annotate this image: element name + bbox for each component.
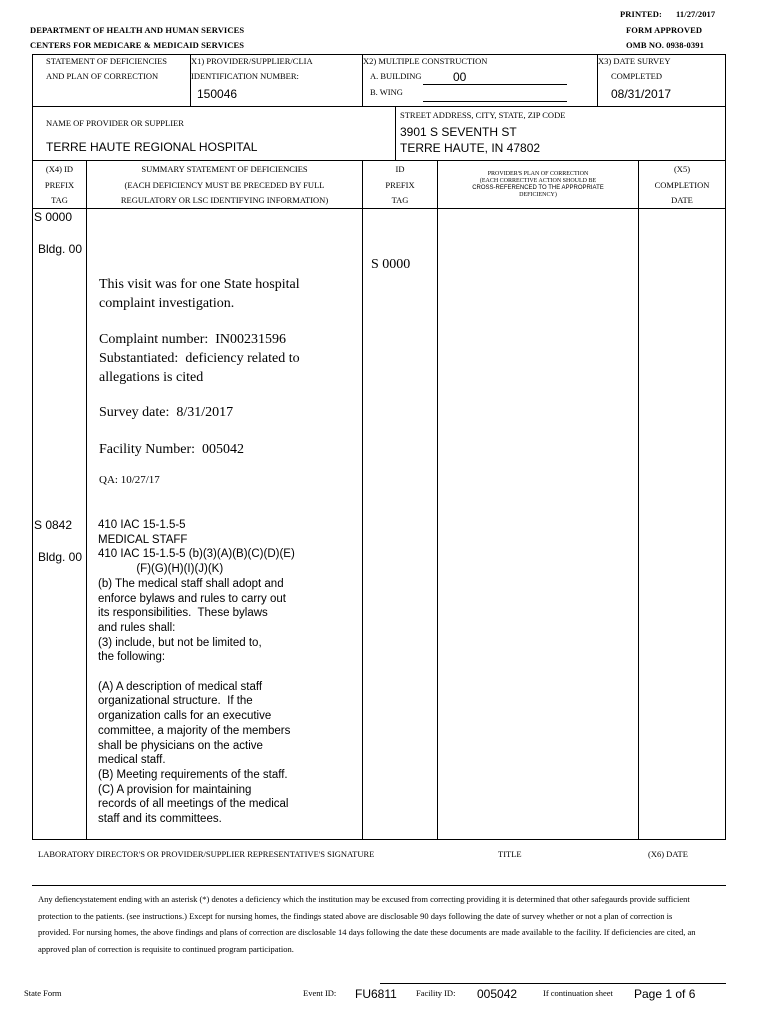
building-tag-2: Bldg. 00: [38, 550, 83, 564]
omb-number: OMB NO. 0938-0391: [626, 40, 704, 50]
statement-label-2: AND PLAN OF CORRECTION: [46, 71, 159, 81]
address-line-2: TERRE HAUTE, IN 47802: [400, 141, 541, 155]
date-survey-label-1: X3) DATE SURVEY: [598, 56, 671, 66]
id-prefix-s0000: S 0000: [371, 257, 411, 272]
prefix-tag-s0842: S 0842: [34, 518, 73, 532]
complaint-statement: Complaint number: IN00231596 Substantiated: deficiency related to allegations is cited: [99, 332, 300, 385]
facility-id-label: Facility ID:: [416, 988, 456, 998]
title-label: TITLE: [498, 849, 522, 859]
x4-header-1: (X4) ID: [45, 164, 74, 174]
building-label: A. BUILDING: [370, 71, 422, 81]
summary-header-1: SUMMARY STATEMENT OF DEFICIENCIES: [141, 164, 308, 174]
printed-label: PRINTED:: [620, 9, 662, 19]
statement-label-1: STATEMENT OF DEFICIENCIES: [46, 56, 168, 66]
visit-statement: This visit was for one State hospital complaint investigation.: [99, 277, 300, 311]
multiple-construction-label: X2) MULTIPLE CONSTRUCTION: [363, 56, 488, 66]
printed-date: 11/27/2017: [676, 9, 716, 19]
signature-label: LABORATORY DIRECTOR'S OR PROVIDER/SUPPLIER REPRESENTATIVE'S SIGNATURE: [38, 849, 375, 859]
event-id: FU6811: [355, 987, 397, 1001]
x5-header-2: COMPLETION: [654, 180, 710, 190]
disclaimer-text: Any defiencystatement ending with an asterisk (*) denotes a deficiency which the institution may be excused from correcting providing it is determined that other safegaurds provide sufficient protection to the patients. (see instructions.) Except for nursing homes, the findings stated above are disclosable 90 days following the date of survey whether or not a plan of correction is provided. For nursing homes, the above findings and plans of correction are disclosable 14 days following the date these documents are made available to the facility. If deficiencies are cited, an approved plan of correction is requisite to continued program participation.: [38, 894, 696, 954]
provider-id-label-2: IDENTIFICATION NUMBER:: [191, 71, 299, 81]
x5-header-1: (X5): [673, 164, 691, 174]
qa-date: QA: 10/27/17: [99, 474, 160, 486]
provider-number: 150046: [197, 87, 238, 101]
id-header-1: ID: [395, 164, 405, 174]
facility-id: 005042: [477, 987, 518, 1001]
prefix-tag-s0000: S 0000: [34, 210, 73, 224]
continuation-label: If continuation sheet: [543, 988, 613, 998]
building-value: 00: [453, 70, 467, 84]
provider-name: TERRE HAUTE REGIONAL HOSPITAL: [46, 140, 258, 154]
regulation-text: 410 IAC 15-1.5-5 MEDICAL STAFF 410 IAC 15-1.5-5 (b)(3)(A)(B)(C)(D)(E) (F)(G)(H)(I)(J)(K) (b) The medical staff shall adopt and enforce bylaws and rules to carry out its responsibilities. These bylaws and rules shall: (3) include, but not be limited to, the following: (A) A description of medical staff organizational structure. If the organization calls for an executive committee, a majority of the members shall be physicians on the active medical staff. (B) Meeting requirements of the staff. (C) A provision for maintaining records of all meetings of the medical staff and its committees.: [98, 519, 295, 826]
id-header-3: TAG: [391, 195, 409, 205]
state-form-label: State Form: [24, 988, 62, 998]
centers-name: CENTERS FOR MEDICARE & MEDICAID SERVICES: [30, 40, 245, 50]
x4-header-3: TAG: [51, 195, 68, 205]
x5-header-3: DATE: [671, 195, 693, 205]
date-completed: 08/31/2017: [611, 87, 672, 101]
signature-divider: [32, 885, 726, 886]
department-name: DEPARTMENT OF HEALTH AND HUMAN SERVICES: [30, 25, 245, 35]
id-header-2: PREFIX: [385, 180, 415, 190]
building-tag-1: Bldg. 00: [38, 242, 83, 256]
page-number: Page 1 of 6: [634, 987, 696, 1001]
plan-header-4: DEFICIENCY): [519, 192, 557, 198]
footer-rule: [380, 983, 726, 984]
plan-header-1: PROVIDER'S PLAN OF CORRECTION: [487, 171, 589, 177]
x4-header-2: PREFIX: [44, 180, 75, 190]
event-id-label: Event ID:: [303, 988, 337, 998]
wing-label: B. WING: [370, 87, 403, 97]
summary-header-2: (EACH DEFICIENCY MUST BE PRECEDED BY FULL: [124, 180, 325, 190]
signature-date-label: (X6) DATE: [648, 849, 688, 859]
date-survey-label-2: COMPLETED: [611, 71, 662, 81]
address-label: STREET ADDRESS, CITY, STATE, ZIP CODE: [400, 110, 566, 120]
form-approved: FORM APPROVED: [626, 25, 703, 35]
provider-name-label: NAME OF PROVIDER OR SUPPLIER: [46, 118, 184, 128]
provider-id-label-1: X1) PROVIDER/SUPPLIER/CLIA: [191, 56, 313, 66]
facility-number: Facility Number: 005042: [99, 442, 245, 457]
summary-header-3: REGULATORY OR LSC IDENTIFYING INFORMATION): [120, 195, 329, 205]
plan-header-3: CROSS-REFERENCED TO THE APPROPRIATE: [472, 185, 604, 191]
plan-header-2: (EACH CORRECTIVE ACTION SHOULD BE: [479, 178, 597, 184]
survey-date: Survey date: 8/31/2017: [99, 405, 234, 420]
address-line-1: 3901 S SEVENTH ST: [400, 125, 517, 139]
